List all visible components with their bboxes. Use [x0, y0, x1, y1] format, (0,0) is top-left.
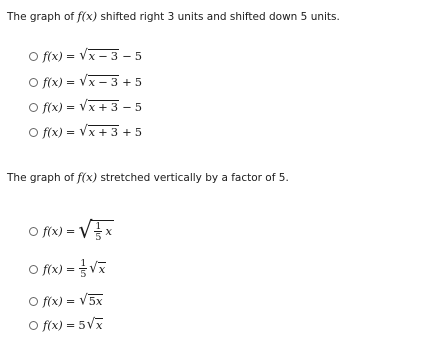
radicand-var: x [95, 317, 103, 332]
lhs: f(x) [43, 125, 63, 139]
lhs: f(x) [43, 224, 63, 238]
radicand-num: 3 [110, 74, 119, 89]
lhs: f(x) [43, 100, 63, 114]
lhs: f(x) [43, 49, 63, 63]
fraction-denominator: 5 [80, 269, 87, 280]
lhs: f(x) [43, 294, 63, 308]
q1-option-1-math [43, 49, 142, 63]
question-2-prefix: The graph of [7, 172, 78, 184]
q1-option-4-math [43, 125, 142, 139]
radicand-op: + [98, 124, 108, 139]
radicand-coef: 5 [88, 293, 96, 308]
radicand-var: x [88, 74, 96, 89]
equals: = [65, 294, 76, 308]
q1-option-2[interactable] [29, 73, 142, 91]
radio-button[interactable] [29, 52, 38, 61]
radio-button[interactable] [29, 321, 38, 330]
radicand-num: 3 [110, 99, 119, 114]
q1-option-4[interactable] [29, 123, 142, 141]
radicand-var: x [88, 99, 96, 114]
equals: = [65, 49, 76, 63]
coefficient: 5 [78, 318, 86, 332]
radicand-var: x [105, 224, 112, 239]
fraction-numerator: 1 [80, 257, 87, 269]
radio-button[interactable] [29, 297, 38, 306]
radio-button[interactable] [29, 227, 38, 236]
equals: = [65, 75, 76, 89]
q2-option-2[interactable] [29, 257, 106, 281]
equals: = [65, 100, 76, 114]
sqrt: √ x [89, 260, 106, 277]
equals: = [65, 318, 76, 332]
sqrt: √ x [86, 316, 103, 333]
lhs: f(x) [43, 318, 63, 332]
radicand-op: + [98, 99, 108, 114]
lhs: f(x) [43, 262, 63, 276]
question-2-suffix: stretched vertically by a factor of 5. [97, 172, 289, 184]
equals: = [65, 224, 76, 238]
radio-button[interactable] [29, 78, 38, 87]
radicand-var: x [88, 48, 96, 63]
question-2-function: f(x) [77, 170, 98, 184]
radicand-var: x [98, 261, 106, 276]
fraction-denominator: 5 [95, 232, 102, 243]
equals: = [65, 125, 76, 139]
tail-op: + [122, 75, 132, 89]
radicand-op: − [98, 74, 108, 89]
q1-option-2-math [43, 75, 142, 89]
q2-option-3-math [43, 294, 103, 308]
tail-op: − [122, 49, 132, 63]
radio-button[interactable] [29, 265, 38, 274]
tail-num: 5 [134, 125, 143, 139]
tail-num: 5 [134, 75, 143, 89]
radio-button[interactable] [29, 103, 38, 112]
fraction-numerator: 1 [95, 220, 102, 232]
tail-op: − [122, 100, 132, 114]
question-1-prefix: The graph of [7, 11, 78, 23]
fraction [79, 259, 87, 280]
lhs: f(x) [43, 75, 63, 89]
q2-option-4-math [43, 318, 103, 332]
sqrt: √ x + 3 [79, 98, 119, 115]
sqrt: √ x − 3 [79, 73, 119, 90]
tail-num: 5 [134, 100, 143, 114]
q2-option-1-math [43, 217, 114, 244]
sqrt: √ $\frac{1}{5}$ x [78, 217, 112, 244]
tail-num: 5 [134, 49, 143, 63]
q1-option-3[interactable] [29, 98, 142, 116]
question-1-function: f(x) [77, 9, 98, 23]
q1-option-3-math [43, 100, 142, 114]
sqrt: √ x − 3 [79, 47, 119, 64]
q2-option-3[interactable] [29, 292, 103, 310]
sqrt: √ 5 x [79, 292, 103, 309]
question-1-suffix: shifted right 3 units and shifted down 5 units. [97, 11, 340, 23]
radicand-num: 3 [110, 124, 119, 139]
tail-op: + [122, 125, 132, 139]
fraction [94, 222, 102, 243]
radicand-op: − [98, 48, 108, 63]
q2-option-1[interactable] [29, 218, 114, 244]
radicand-var: x [88, 124, 96, 139]
question-1-text [7, 9, 340, 23]
sqrt: √ x + 3 [79, 123, 119, 140]
equals: = [65, 262, 76, 276]
q1-option-1[interactable] [29, 47, 142, 65]
radio-button[interactable] [29, 128, 38, 137]
q2-option-2-math [43, 259, 106, 280]
q2-option-4[interactable] [29, 316, 103, 334]
radicand-num: 3 [110, 48, 119, 63]
question-2-text [7, 170, 289, 184]
radicand-var: x [95, 293, 103, 308]
